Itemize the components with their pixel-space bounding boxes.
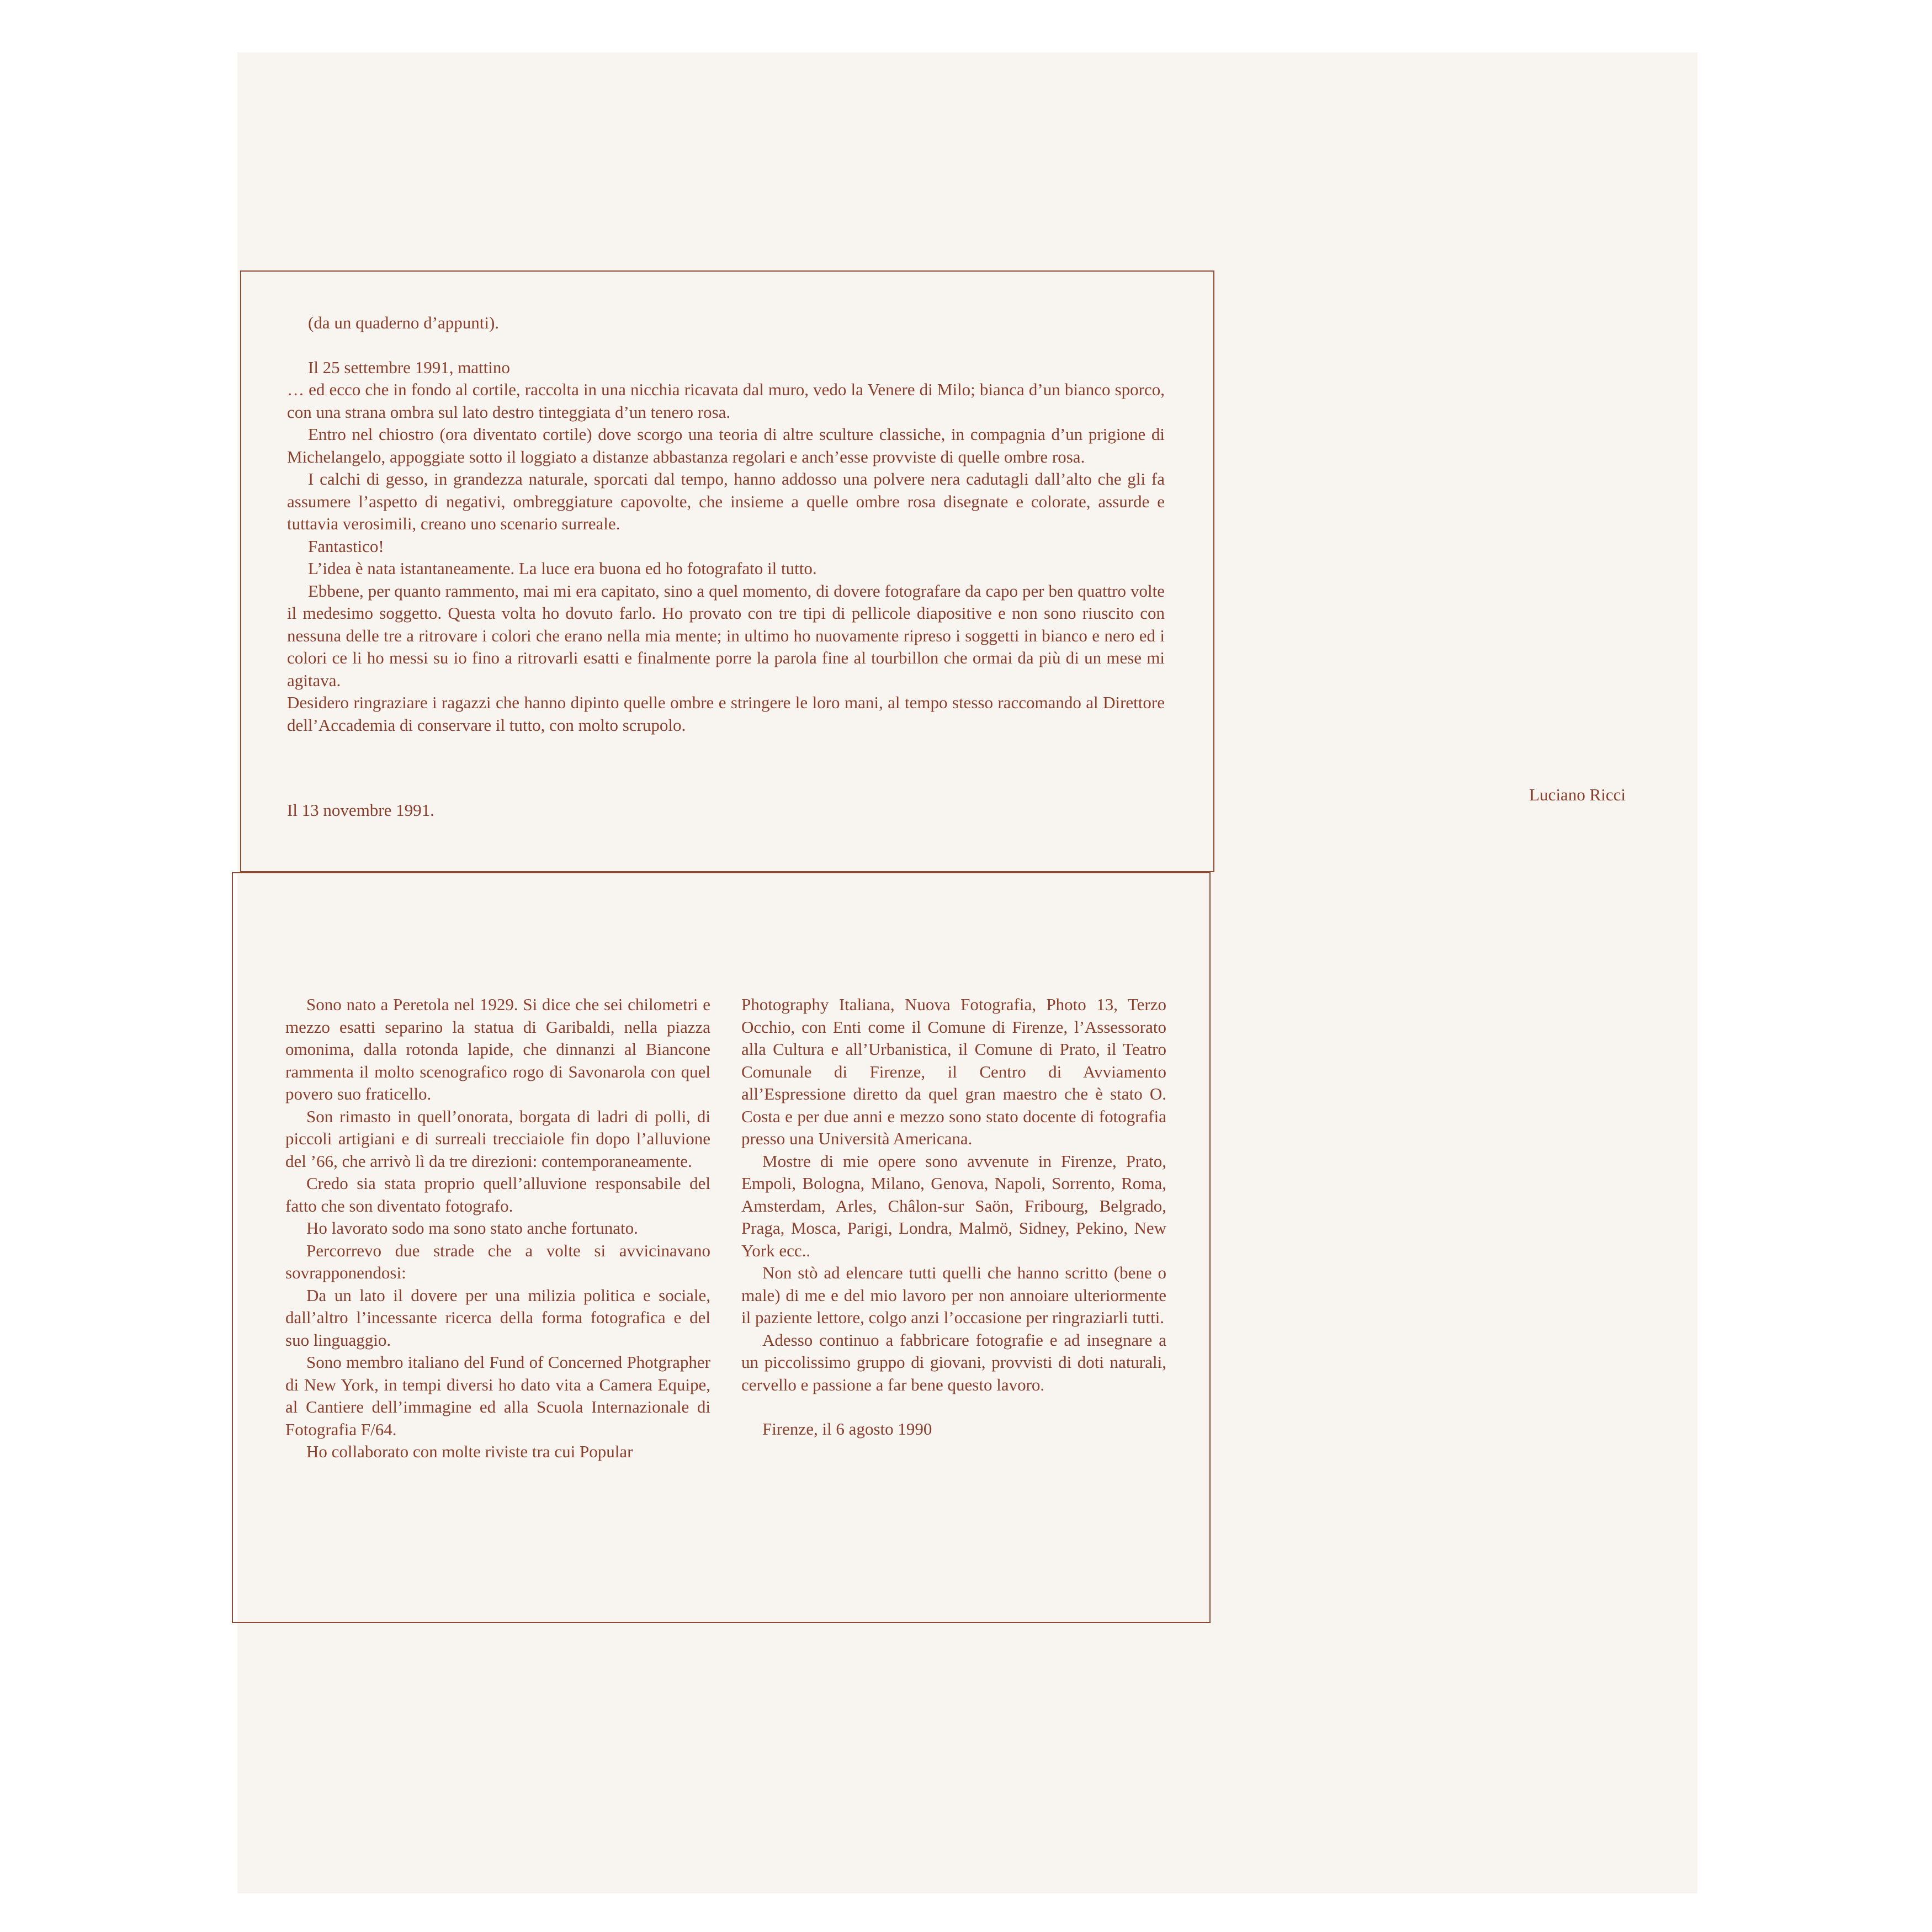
- bio-paragraph: Adesso continuo a fabbricare fotografie e ad insegnare a un piccolissimo gruppo di giovani, provvisti di doti naturali, cervello e passione a far bene questo lavoro.: [741, 1330, 1166, 1394]
- letter-paragraph: Ebbene, per quanto rammento, mai mi era capitato, sino a quel momento, di dovere fotografare da capo per ben quattro volte il medesimo soggetto. Questa volta ho dovuto farlo. Ho provato con tre tipi di pellicole diapositive e non sono riuscito con nessuna delle tre a ritrovare i colori che erano nella mia mente; in ultimo ho nuovamente ripreso i soggetti in bianco e nero ed i colori ce li ho messi su io fino a ritrovarli esatti e finalmente porre la parola fine al tourbillon che ormai da più di un mese mi agitava.: [287, 581, 1165, 690]
- bio-paragraph: Sono nato a Peretola nel 1929. Si dice che sei chilometri e mezzo esatti separino la statua di Garibaldi, nella piazza omonima, dalla rotonda lapide, che dinnanzi al Biancone rammenta il molto scenografico rogo di Savonarola con quel povero suo fraticello.: [285, 995, 710, 1103]
- bio-paragraph: Sono membro italiano del Fund of Concerned Photgrapher di New York, in tempi diversi ho dato vita a Camera Equipe, al Cantiere dell’immagine ed alla Scuola Internazionale di Fotografia F/64.: [285, 1352, 710, 1439]
- letter-paragraph: Desidero ringraziare i ragazzi che hanno dipinto quelle ombre e stringere le loro mani, al tempo stesso raccomando al Direttore dell’Accademia di conservare il tutto, con molto scrupolo.: [287, 693, 1165, 735]
- letter-paragraph: … ed ecco che in fondo al cortile, raccolta in una nicchia ricavata dal muro, vedo la Venere di Milo; bianca d’un bianco sporco, con una strana ombra sul lato destro tinteggiata d’un tenero rosa.: [287, 380, 1165, 422]
- letter-paragraph: Fantastico!: [308, 536, 384, 556]
- bio-paragraph: Percorrevo due strade che a volte si avvicinavano sovrapponendosi:: [285, 1240, 710, 1282]
- source-note: (da un quaderno d’appunti).: [308, 313, 500, 332]
- signature: Luciano Ricci: [1529, 785, 1626, 804]
- bio-paragraph: Da un lato il dovere per una milizia politica e sociale, dall’altro l’incessante ricerca della forma fotografica e del suo linguaggio.: [285, 1285, 710, 1350]
- biography-right-column: [741, 994, 1166, 1441]
- bio-paragraph: Son rimasto in quell’onorata, borgata di ladri di polli, di piccoli artigiani e di surreali trecciaiole fin dopo l’alluvione del ’66, che arrivò lì da tre direzioni: contemporaneamente.: [285, 1106, 710, 1171]
- bio-paragraph: Credo sia stata proprio quell’alluvione responsabile del fatto che son diventato fotografo.: [285, 1174, 710, 1216]
- entry-date: Il 25 settembre 1991, mattino: [308, 357, 510, 377]
- bio-paragraph: Ho lavorato sodo ma sono stato anche fortunato.: [306, 1218, 638, 1238]
- letter-paragraph: L’idea è nata istantaneamente. La luce era buona ed ho fotografato il tutto.: [308, 559, 817, 578]
- bio-paragraph: Ho collaborato con molte riviste tra cui Popular: [306, 1442, 633, 1461]
- biography-left-column: [285, 994, 710, 1463]
- letter-date: Il 13 novembre 1991.: [287, 800, 434, 820]
- letter-paragraph: I calchi di gesso, in grandezza naturale, sporcati dal tempo, hanno addosso una polvere nera cadutagli dall’alto che gli fa assumere l’aspetto di negativi, ombreggiature capovolte, che insieme a quelle ombre rosa disegnate e colorate, assurde e tuttavia verosimili, creano uno scenario surreale.: [287, 469, 1165, 533]
- bio-paragraph: Photography Italiana, Nuova Fotografia, Photo 13, Terzo Occhio, con Enti come il Comune di Firenze, l’Assessorato alla Cultura e all’Urbanistica, il Comune di Prato, il Teatro Comunale di Firenze, il Centro di Avviamento all’Espressione diretto da quel gran maestro che è stato O. Costa e per due anni e mezzo sono stato docente di fotografia presso una Università Americana.: [741, 995, 1166, 1148]
- bio-paragraph: Non stò ad elencare tutti quelli che hanno scritto (bene o male) di me e del mio lavoro per non annoiare ulteriormente il paziente lettore, colgo anzi l’occasione per ringraziarli tutti.: [741, 1263, 1166, 1327]
- place-date: Firenze, il 6 agosto 1990: [762, 1419, 932, 1439]
- letter-text: [287, 312, 1165, 736]
- letter-paragraph: Entro nel chiostro (ora diventato cortile) dove scorgo una teoria di altre sculture classiche, in compagnia d’un prigione di Michelangelo, appoggiate sotto il loggiato a distanze abbastanza regolari e anch’esse provviste di quelle ombre rosa.: [287, 424, 1165, 466]
- bio-paragraph: Mostre di mie opere sono avvenute in Firenze, Prato, Empoli, Bologna, Milano, Genova, Napoli, Sorrento, Roma, Amsterdam, Arles, Châlon-sur Saön, Fribourg, Belgrado, Praga, Mosca, Parigi, Londra, Malmö, Sidney, Pekino, New York ecc..: [741, 1151, 1166, 1260]
